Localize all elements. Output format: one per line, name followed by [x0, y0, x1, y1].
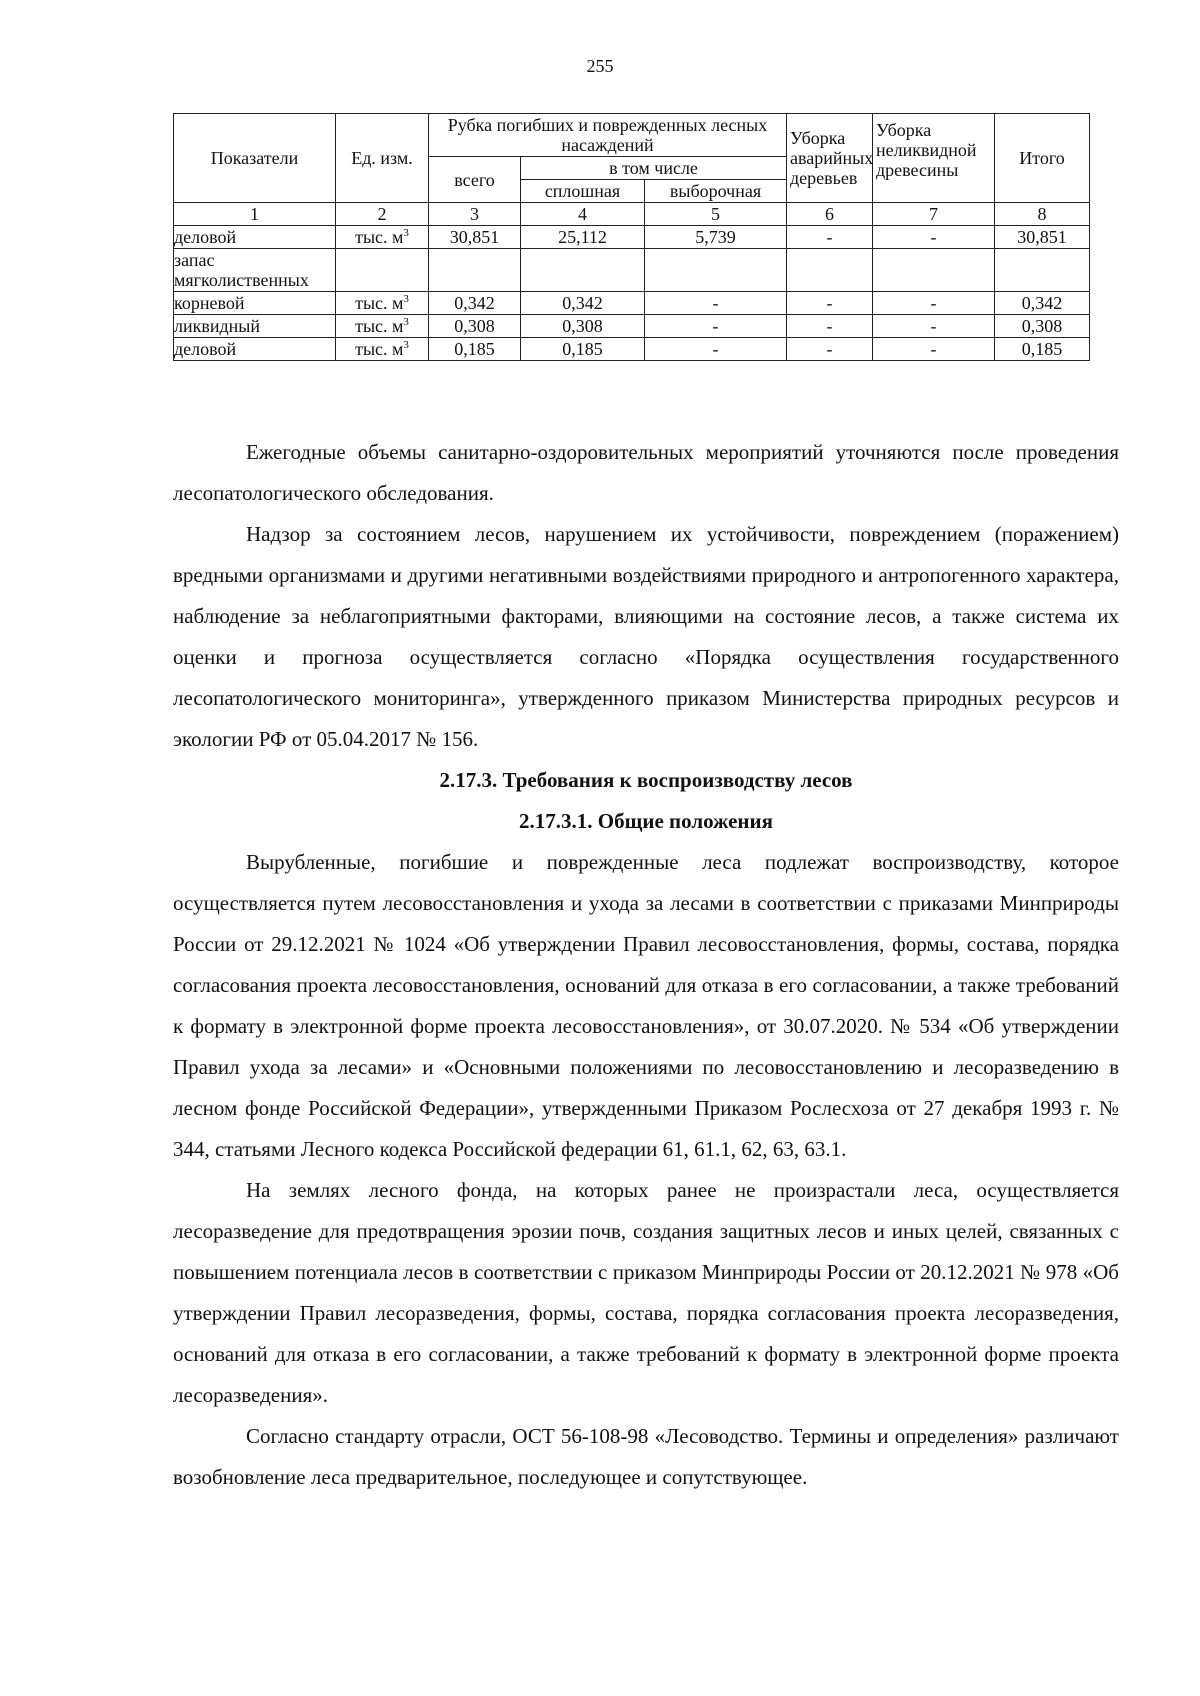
- unit-superscript: 3: [403, 293, 409, 305]
- paragraph-forest-supervision: Надзор за состоянием лесов, нарушением их устойчивости, повреждением (поражением) вредными организмами и другими негативными воздействиями природного и антропогенного характера, наблюдение за неблагоприятными факторами, влияющими на состояние лесов, а также система их оценки и прогноза осуществляется согласно «Порядка осуществления государственного лесопатологического мониторинга», утвержденного приказом Министерства природных ресурсов и экологии РФ от 05.04.2017 № 156.: [173, 522, 1119, 751]
- column-number: 8: [995, 203, 1090, 226]
- column-number: 1: [174, 203, 336, 226]
- header-selective-felling: выборочная: [645, 180, 787, 203]
- table-row: [174, 226, 1090, 249]
- cell-total: 30,851: [995, 226, 1090, 249]
- cell-total: [995, 249, 1090, 292]
- header-indicators: Показатели: [174, 114, 336, 203]
- column-number: 6: [787, 203, 873, 226]
- column-number: 5: [645, 203, 787, 226]
- page-number: 255: [586, 56, 614, 76]
- cell-total-felling: [429, 249, 521, 292]
- row-label: деловой: [174, 226, 336, 249]
- cell-selective-felling: -: [645, 292, 787, 315]
- cell-clear-felling: 0,342: [521, 292, 645, 315]
- header-illiquid-wood: Уборка неликвидной древесины: [873, 114, 995, 203]
- header-total: Итого: [995, 114, 1090, 203]
- row-label: ликвидный: [174, 315, 336, 338]
- header-felling-group: Рубка погибших и поврежденных лесных насаждений: [429, 114, 787, 157]
- row-unit: [336, 338, 429, 361]
- header-total-felling: всего: [429, 157, 521, 203]
- section-heading: 2.17.3. Требования к воспроизводству лесов: [439, 768, 853, 792]
- cell-illiquid-wood: -: [873, 315, 995, 338]
- felling-table-container: [173, 113, 1089, 361]
- table-row: [174, 249, 1090, 292]
- cell-illiquid-wood: -: [873, 338, 995, 361]
- unit-superscript: 3: [403, 316, 409, 328]
- row-unit: [336, 249, 429, 292]
- subsection-heading: 2.17.3.1. Общие положения: [519, 809, 773, 833]
- header-emergency-trees: Уборка аварийных деревьев: [787, 114, 873, 203]
- column-number: 3: [429, 203, 521, 226]
- cell-emergency-trees: -: [787, 338, 873, 361]
- cell-total-felling: 0,185: [429, 338, 521, 361]
- cell-total-felling: 0,342: [429, 292, 521, 315]
- cell-selective-felling: [645, 249, 787, 292]
- table-row: [174, 292, 1090, 315]
- unit-superscript: 3: [403, 339, 409, 351]
- unit-superscript: 3: [403, 227, 409, 239]
- felling-table: [173, 113, 1090, 361]
- cell-clear-felling: 25,112: [521, 226, 645, 249]
- cell-illiquid-wood: -: [873, 226, 995, 249]
- row-label: деловой: [174, 338, 336, 361]
- unit-text: тыс. м: [355, 316, 404, 336]
- column-number-row: [174, 203, 1090, 226]
- row-unit: [336, 315, 429, 338]
- paragraph-annual-volumes: Ежегодные объемы санитарно-оздоровительных мероприятий уточняются после проведения лесопатологического обследования.: [173, 440, 1119, 505]
- paragraph-reproduction: Вырубленные, погибшие и поврежденные леса подлежат воспроизводству, которое осуществляется путем лесовосстановления и ухода за лесами в соответствии с приказами Минприроды России от 29.12.2021 № 1024 «Об утверждении Правил лесовосстановления, формы, состава, порядка согласования проекта лесовосстановления, оснований для отказа в его согласовании, а также требований к формату в электронной форме проекта лесовосстановления», от 30.07.2020. № 534 «Об утверждении Правил ухода за лесами» и «Основными положениями по лесовосстановлению и лесоразведению в лесном фонде Российской Федерации», утвержденными Приказом Рослесхоза от 27 декабря 1993 г. № 344, статьями Лесного кодекса Российской федерации 61, 61.1, 62, 63, 63.1.: [173, 850, 1119, 1161]
- header-unit: Ед. изм.: [336, 114, 429, 203]
- cell-total-felling: 30,851: [429, 226, 521, 249]
- cell-emergency-trees: -: [787, 315, 873, 338]
- cell-illiquid-wood: [873, 249, 995, 292]
- header-including: в том числе: [521, 157, 787, 180]
- cell-emergency-trees: -: [787, 292, 873, 315]
- cell-total: 0,308: [995, 315, 1090, 338]
- unit-text: тыс. м: [355, 293, 404, 313]
- cell-clear-felling: 0,185: [521, 338, 645, 361]
- row-label: корневой: [174, 292, 336, 315]
- cell-illiquid-wood: -: [873, 292, 995, 315]
- unit-text: тыс. м: [355, 227, 404, 247]
- cell-total: 0,185: [995, 338, 1090, 361]
- cell-selective-felling: -: [645, 338, 787, 361]
- cell-total-felling: 0,308: [429, 315, 521, 338]
- row-unit: [336, 292, 429, 315]
- header-clear-felling: сплошная: [521, 180, 645, 203]
- column-number: 2: [336, 203, 429, 226]
- cell-emergency-trees: [787, 249, 873, 292]
- column-number: 4: [521, 203, 645, 226]
- document-body: [173, 432, 1119, 1498]
- cell-selective-felling: -: [645, 315, 787, 338]
- table-row: [174, 338, 1090, 361]
- cell-total: 0,342: [995, 292, 1090, 315]
- paragraph-afforestation: На землях лесного фонда, на которых ранее не произрастали леса, осуществляется лесоразведение для предотвращения эрозии почв, создания защитных лесов и иных целей, связанных с повышением потенциала лесов в соответствии с приказом Минприроды России от 20.12.2021 № 978 «Об утверждении Правил лесоразведения, формы, состава, порядка согласования проекта лесоразведения, оснований для отказа в его согласовании, а также требований к формату в электронной форме проекта лесоразведения».: [173, 1178, 1119, 1407]
- cell-clear-felling: [521, 249, 645, 292]
- table-row: [174, 315, 1090, 338]
- cell-clear-felling: 0,308: [521, 315, 645, 338]
- unit-text: тыс. м: [355, 339, 404, 359]
- paragraph-standard: Согласно стандарту отрасли, ОСТ 56-108-98 «Лесоводство. Термины и определения» различают возобновление леса предварительное, последующее и сопутствующее.: [173, 1424, 1119, 1489]
- cell-selective-felling: 5,739: [645, 226, 787, 249]
- row-unit: [336, 226, 429, 249]
- cell-emergency-trees: -: [787, 226, 873, 249]
- row-label: запас мягколиственных: [174, 249, 336, 292]
- column-number: 7: [873, 203, 995, 226]
